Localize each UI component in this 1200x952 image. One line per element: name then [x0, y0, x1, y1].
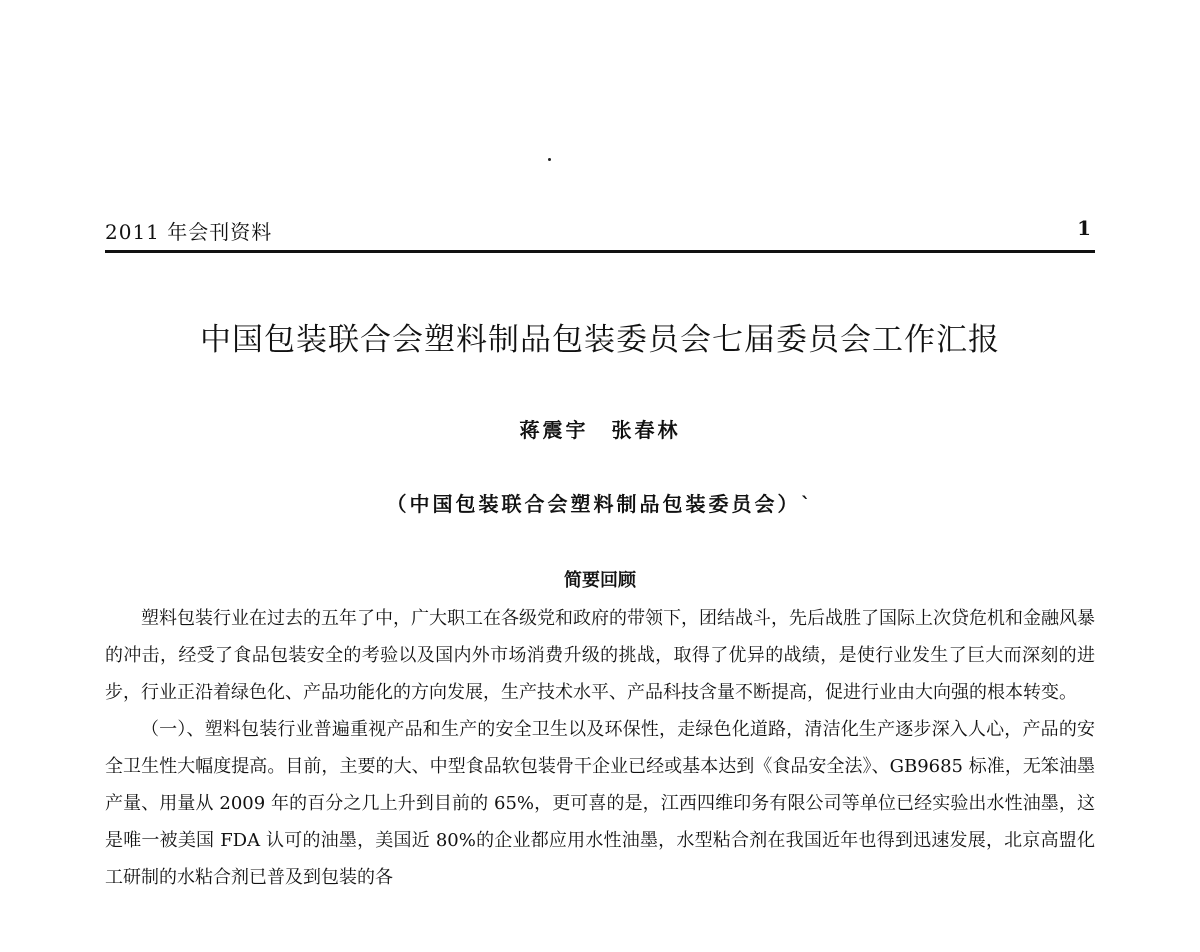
scan-speck — [548, 158, 551, 161]
page-number: 1 — [1077, 216, 1091, 240]
page-header — [105, 214, 1095, 248]
authors: 蒋震宇 张春林 — [519, 418, 681, 442]
header-rule — [105, 250, 1095, 253]
paragraph: 塑料包装行业在过去的五年了中，广大职工在各级党和政府的带领下，团结战斗，先后战胜了国际上次贷危机和金融风暴的冲击，经受了食品包装安全的考验以及国内外市场消费升级的挑战，取得了优异的战绩，是使行业发生了巨大而深刻的进步，行业正沿着绿色化、产品功能化的方向发展，生产技术水平、产品科技含量不断提高，促进行业由大向强的根本转变。 — [105, 608, 1095, 703]
paragraph: （一）、塑料包装行业普遍重视产品和生产的安全卫生以及环保性，走绿色化道路，清洁化生产逐步深入人心，产品的安全卫生性大幅度提高。目前，主要的大、中型食品软包装骨干企业已经或基本达到《食品安全法》、GB9685 标准，无笨油墨产量、用量从 2009 年的百分之几上升到目前的 65%，更可喜的是，江西四维印务有限公司等单位已经实验出水性油墨，这是唯一被美国 FDA 认可的油墨，美国近 80%的企业都应用水性油墨，水型粘合剂在我国近年也得到迅速发展，北京高盟化工研制的水粘合剂已普及到包装的各 — [105, 719, 1095, 888]
document-title: 中国包装联合会塑料制品包装委员会七届委员会工作汇报 — [200, 322, 1000, 358]
body-text — [105, 600, 1095, 896]
section-heading: 简要回顾 — [564, 570, 636, 591]
affiliation: （中国包装联合会塑料制品包装委员会）` — [386, 492, 814, 516]
running-head: 2011 年会刊资料 — [105, 220, 273, 244]
